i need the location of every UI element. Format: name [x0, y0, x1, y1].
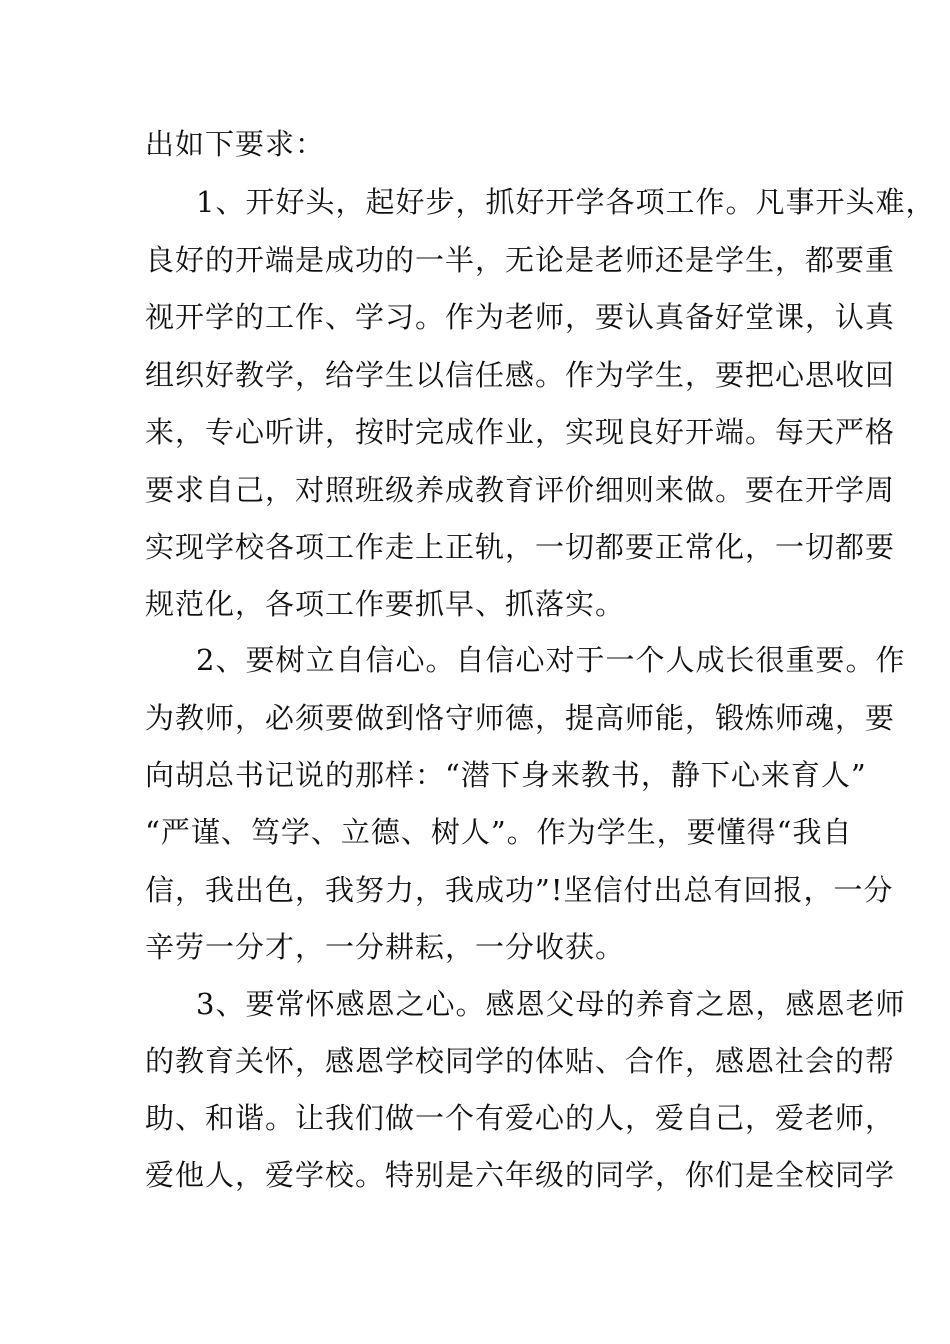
paragraph-1-line-8: 规范化，各项工作要抓早、抓落实。 [145, 587, 626, 621]
paragraph-3-line-1: 3、要常怀感恩之心。感恩父母的养育之恩，感恩老师 [196, 987, 906, 1021]
paragraph-3-line-2: 的教育关怀，感恩学校同学的体贴、合作，感恩社会的帮 [145, 1044, 896, 1078]
text-line-1: 出如下要求： [145, 127, 326, 161]
paragraph-1-line-3: 视开学的工作、学习。作为老师，要认真备好堂课，认真 [145, 300, 896, 334]
paragraph-2-line-1: 2、要树立自信心。自信心对于一个人成长很重要。作 [196, 643, 906, 677]
paragraph-2-line-5: 信，我出色，我努力，我成功”!坚信付出总有回报，一分 [145, 873, 894, 907]
paragraph-2-line-6: 辛劳一分才，一分耕耘，一分收获。 [145, 930, 626, 964]
paragraph-1-line-5: 来，专心听讲，按时完成作业，实现良好开端。每天严格 [145, 415, 896, 449]
paragraph-3-line-4: 爱他人，爱学校。特别是六年级的同学，你们是全校同学 [145, 1158, 896, 1192]
paragraph-1-line-7: 实现学校各项工作走上正轨，一切都要正常化，一切都要 [145, 530, 896, 564]
paragraph-1-line-2: 良好的开端是成功的一半，无论是老师还是学生，都要重 [145, 243, 896, 277]
paragraph-2-line-3: 向胡总书记说的那样：“潜下身来教书，静下心来育人” [145, 758, 867, 792]
paragraph-2-line-4: “严谨、笃学、立德、树人”。作为学生，要懂得“我自 [145, 815, 853, 849]
paragraph-1-line-1: 1、开好头，起好步，抓好开学各项工作。凡事开头难， [196, 185, 936, 219]
paragraph-1-line-4: 组织好教学，给学生以信任感。作为学生，要把心思收回 [145, 358, 896, 392]
paragraph-3-line-3: 助、和谐。让我们做一个有爱心的人，爱自己，爱老师， [145, 1101, 896, 1135]
paragraph-1-line-6: 要求自己，对照班级养成教育评价细则来做。要在开学周 [145, 473, 896, 507]
paragraph-2-line-2: 为教师，必须要做到恪守师德，提高师能，锻炼师魂，要 [145, 701, 896, 735]
